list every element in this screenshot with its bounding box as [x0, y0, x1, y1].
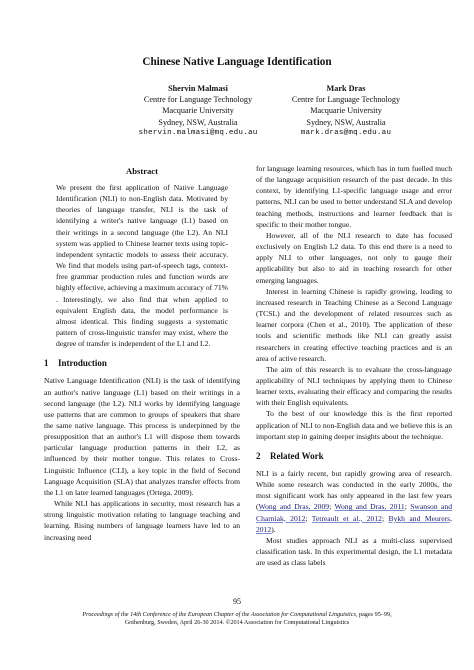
section-title: Introduction	[58, 358, 107, 369]
page-number: 95	[233, 597, 241, 606]
citation-link[interactable]: Bykh and Meurers, 2012	[256, 513, 453, 534]
author-email[interactable]: shervin.malmasi@mq.edu.au	[138, 128, 258, 137]
author-email[interactable]: mark.dras@mq.edu.au	[300, 128, 392, 137]
right-column	[256, 163, 452, 568]
author-affiliation: Centre for Language Technology	[291, 95, 401, 105]
paragraph-text: NLI is a fairly recent, but rapidly growing area of research. While some research was conducted in the early 2000s, the most significant work has only appeared in the last few years (	[256, 468, 452, 512]
citation-link[interactable]: Wong and Dras, 2011	[334, 502, 405, 512]
paragraph: Native Language Identification (NLI) is the task of identifying an author's native language (L1) based on their writings in a second language (the L2). NLI works by identifying language use patterns that are common to groups of speakers that share the same native language. This process is underpinned by the presupposition that an author's L1 will dispose them towards particular language production patterns in their L2, as influenced by their mother tongue. This relates to Cross-Linguistic Influence (CLI), a key topic in the field of Second Language Acquisition (SLA) that analyzes transfer effects from the L1 on later learned languages (Ortega, 2009).	[44, 376, 240, 497]
paragraph: Interest in learning Chinese is rapidly growing, leading to increased research in Teaching Chinese as a Second Language (TCSL) and the development of related resources such as learner corpora (Chen et al., 2010). The application of these tools and scientific methods like NLI can greatly assist researchers in creating effective teaching practices and is an area of active research.	[256, 286, 452, 363]
author-location: Sydney, NSW, Australia	[158, 117, 238, 127]
paragraph: To the best of our knowledge this is the first reported application of NLI to non-English data and we believe this is an important step in gaining deeper insights about the technique.	[256, 409, 452, 441]
paragraph-end: ).	[271, 524, 276, 534]
paragraph: However, all of the NLI research to date has focused exclusively on English L2 data. To this end there is a need to apply NLI to other languages, not only to gauge their applicability but also to aid in teaching research for other emerging languages.	[256, 230, 452, 285]
author-affiliation: Centre for Language Technology	[143, 95, 253, 105]
paper-title: Chinese Native Language Identification	[142, 56, 332, 68]
section-heading-related-work	[256, 451, 452, 461]
abstract-heading: Abstract	[126, 166, 158, 176]
author-name: Mark Dras	[326, 84, 366, 93]
section-title: Related Work	[270, 450, 324, 461]
footer-copyright: ©2014 Association for Computational Linguistics	[225, 619, 350, 627]
paragraph: While NLI has applications in security, most research has a strong linguistic motivation relating to language teaching and learning. Rising numbers of language learners have led to an increasing need	[44, 499, 240, 542]
section-heading-introduction	[44, 358, 240, 368]
paragraph-with-citations: NLI is a fairly recent, but rapidly growing area of research. While some research was conducted in the early 2000s, the most significant work has only appeared in the last few years (Wong and Dras, 2009; Wong and Dras, 2011; Swanson and Charniak, 2012; Tetreault et al., 2012; Bykh and Meurers, 2012).	[256, 468, 453, 534]
section-number: 2	[256, 450, 261, 461]
citation-link[interactable]: Swanson and Charniak, 2012	[256, 502, 452, 523]
author-location: Sydney, NSW, Australia	[306, 117, 386, 127]
footer-location: Gothenburg, Sweden, April 26-30 2014.	[124, 619, 225, 627]
abstract-text: We present the first application of Native Language Identification (NLI) to non-English data. Motivated by theories of language transfer, NLI is the task of identifying a writer's native language (L1) based on their writings in a second language (the L2). An NLI system was applied to Chinese learner texts using topic-independent syntactic models to assess their accuracy. We find that models using part-of-speech tags, context-free grammar production rules and function words are highly effective, achieving a maximum accuracy of 71% . Interestingly, we also find that when applied to equivalent English data, the model performance is almost identical. This finding suggests a systematic pattern of cross-linguistic transfer may exist, where the degree of transfer is independent of the L1 and L2.	[56, 183, 228, 349]
footer-pages: , pages 95–99,	[355, 611, 392, 618]
author-block-2	[246, 83, 446, 139]
left-column	[44, 166, 240, 543]
paragraph: The aim of this research is to evaluate the cross-language applicability of NLI techniques by applying them to Chinese learner texts, evaluating their efficacy and comparing the results with their English equivalents.	[256, 364, 452, 408]
author-university: Macquarie University	[162, 106, 234, 116]
paragraph: for language learning resources, which has in turn fuelled much of the language acquisition research of the past decade. In this context, by identifying L1-specific language usage and error patterns, NLI can be used to better understand SLA and develop teaching methods, instructions and learner feedback that is specific to their mother tongue.	[256, 164, 452, 229]
proceedings-footer	[40, 611, 434, 628]
citation-link[interactable]: Tetreault et al., 2012	[311, 513, 382, 523]
author-university: Macquarie University	[310, 106, 382, 116]
paragraph: Most studies approach NLI as a multi-class supervised classification task. In this experimental design, the L1 metadata are used as class labels	[256, 535, 452, 568]
footer-proceedings: Proceedings of the 14th Conference of the European Chapter of the Association for Computational Linguistics	[82, 611, 356, 618]
citation-link[interactable]: Wong and Dras, 2009	[258, 502, 330, 512]
section-number: 1	[44, 358, 49, 369]
author-name: Shervin Malmasi	[168, 84, 228, 93]
